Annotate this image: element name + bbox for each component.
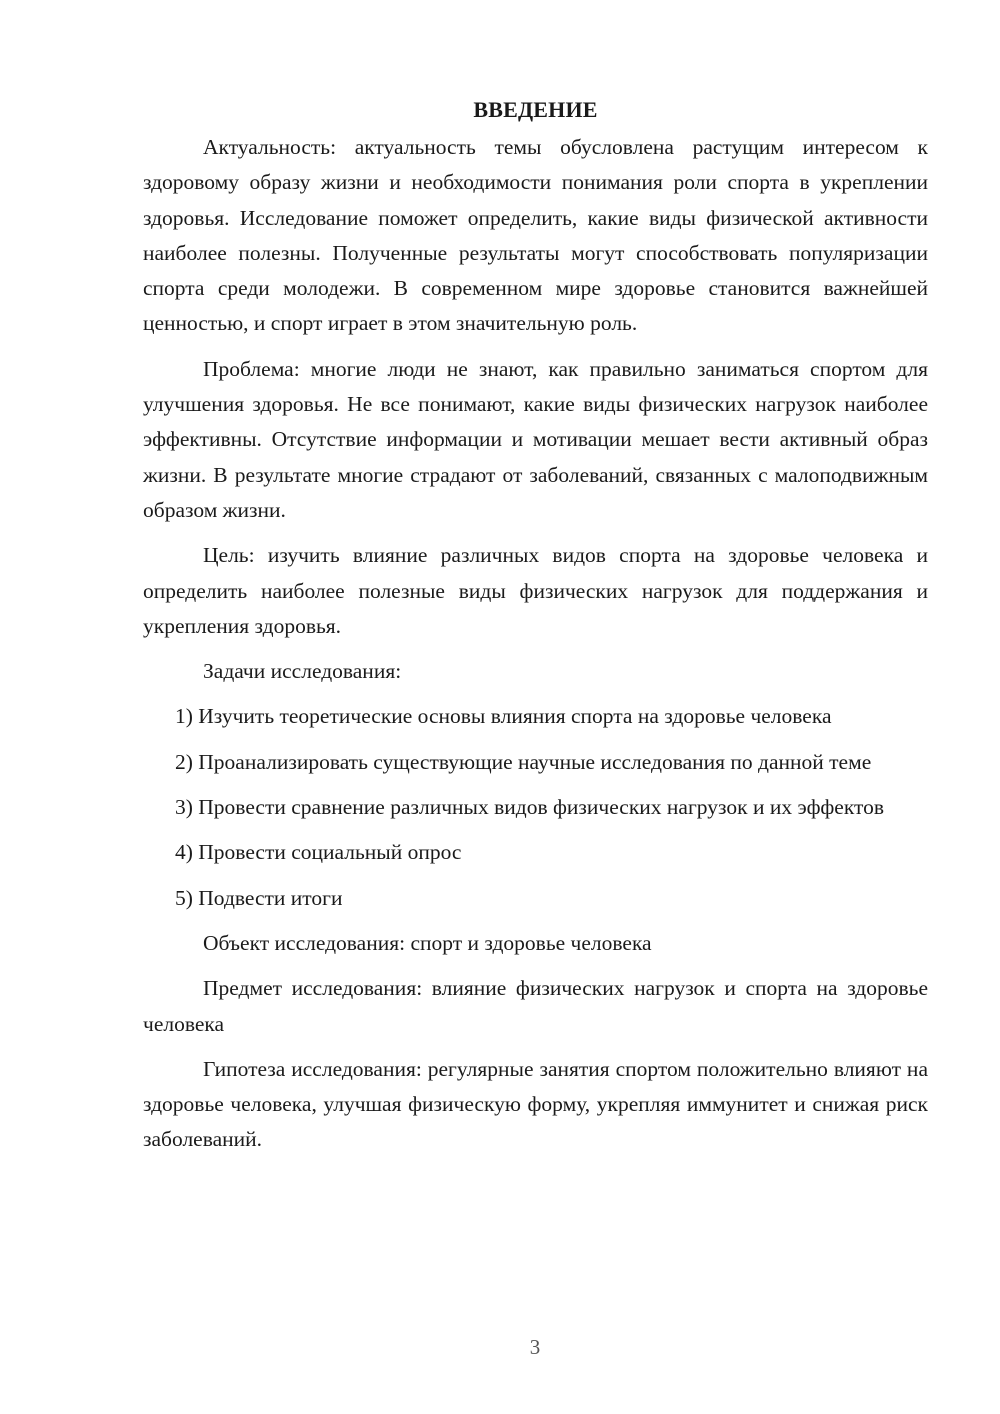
relevance-paragraph: Актуальность: актуальность темы обусловлена растущим интересом к здоровому образу жизни и необходимости понимания роли спорта в укреплении здоровья. Исследование поможет определить, какие виды физической активности наиболее полезны. Полученные результаты могут способствовать популяризации спорта среди молодежи. В современном мире здоровье становится важнейшей ценностью, и спорт играет в этом значительную роль. (143, 135, 928, 336)
problem-paragraph: Проблема: многие люди не знают, как правильно заниматься спортом для улучшения здоровья. Не все понимают, какие виды физических нагрузок наиболее эффективны. Отсутствие информации и мотивации мешает вести активный образ жизни. В результате многие страдают от заболеваний, связанных с малоподвижным образом жизни. (143, 356, 928, 522)
tasks-heading: Задачи исследования: (203, 659, 402, 684)
task-item-2: 2) Проанализировать существующие научные исследования по данной теме (175, 749, 872, 774)
subject-paragraph: Предмет исследования: влияние физических нагрузок и спорта на здоровье человека (143, 976, 928, 1036)
page-number: 3 (529, 1335, 541, 1359)
object-paragraph: Объект исследования: спорт и здоровье человека (203, 930, 652, 955)
goal-paragraph: Цель: изучить влияние различных видов спорта на здоровье человека и определить наиболее полезные виды физических нагрузок для поддержания и укрепления здоровья. (143, 543, 928, 638)
task-item-5: 5) Подвести итоги (175, 885, 343, 910)
hypothesis-paragraph: Гипотеза исследования: регулярные занятия спортом положительно влияют на здоровье человека, улучшая физическую форму, укрепляя иммунитет и снижая риск заболеваний. (143, 1056, 928, 1152)
task-item-1: 1) Изучить теоретические основы влияния спорта на здоровье человека (175, 704, 832, 729)
task-item-3: 3) Провести сравнение различных видов физических нагрузок и их эффектов (175, 795, 885, 820)
task-item-4: 4) Провести социальный опрос (175, 840, 462, 865)
document-page (143, 92, 928, 1168)
page-title: ВВЕДЕНИЕ (473, 97, 598, 122)
